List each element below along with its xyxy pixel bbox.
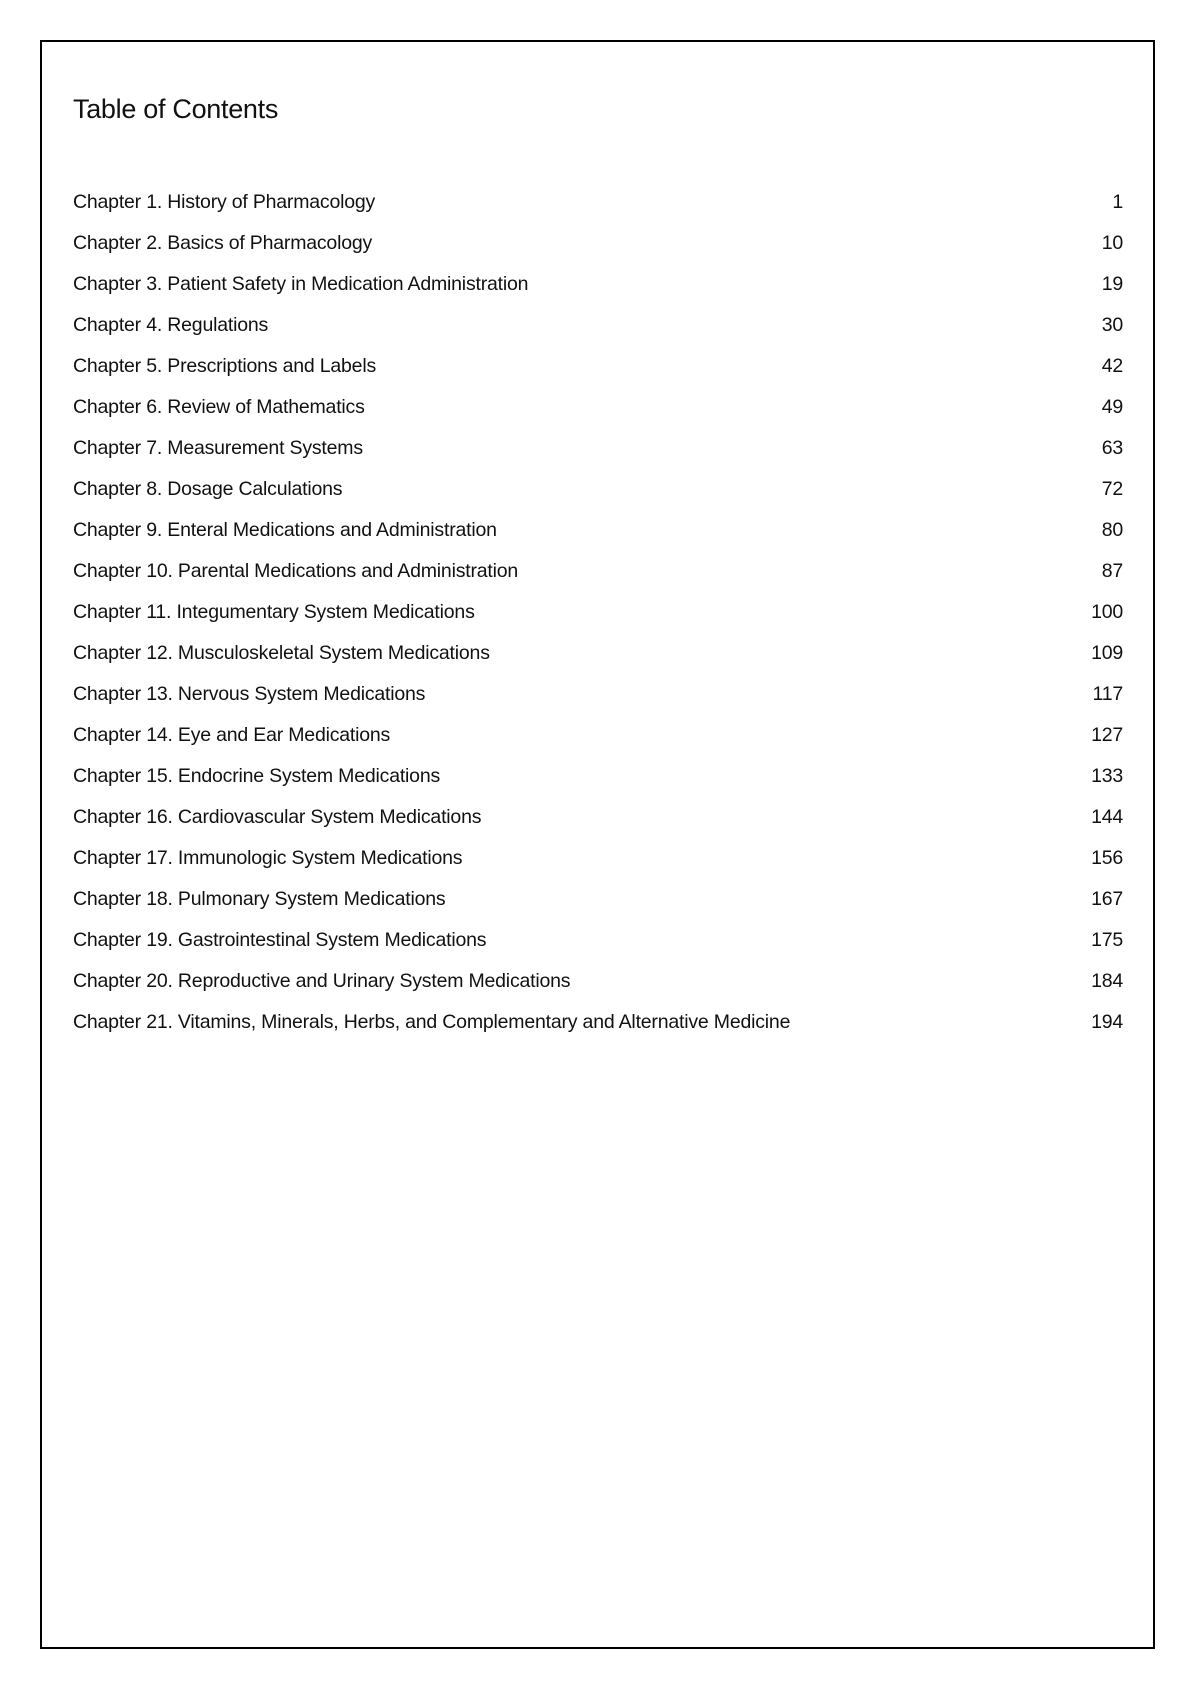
toc-entry-page: 63 [1101,437,1123,459]
toc-entry-chapter-8[interactable] [73,469,1123,510]
page-title: Table of Contents [73,94,279,124]
toc-entry-chapter-15[interactable] [73,756,1123,797]
toc-entry-chapter-18[interactable] [73,879,1123,920]
toc-entry-page: 156 [1091,847,1123,869]
toc-entry-title: Chapter 3. Patient Safety in Medication Administration [73,273,529,295]
toc-entry-title: Chapter 10. Parental Medications and Administration [73,560,519,582]
toc-entry-chapter-6[interactable] [73,387,1123,428]
toc-entry-page: 80 [1101,519,1123,541]
toc-entry-page: 109 [1091,642,1123,664]
toc-entry-title: Chapter 21. Vitamins, Minerals, Herbs, and Complementary and Alternative Medicine [73,1011,791,1033]
toc-entry-page: 167 [1091,888,1123,910]
toc-entry-title: Chapter 12. Musculoskeletal System Medications [73,642,490,664]
toc-entry-title: Chapter 15. Endocrine System Medications [73,765,441,787]
toc-entry-title: Chapter 19. Gastrointestinal System Medications [73,929,487,951]
toc-entry-chapter-20[interactable] [73,961,1123,1002]
toc-entry-page: 175 [1091,929,1123,951]
page-frame [40,40,1155,1649]
toc-entry-page: 49 [1101,396,1123,418]
toc-entry-title: Chapter 7. Measurement Systems [73,437,363,459]
toc-entry-page: 100 [1091,601,1123,623]
toc-entry-page: 87 [1101,560,1123,582]
toc-entry-page: 30 [1101,314,1123,336]
toc-entry-title: Chapter 16. Cardiovascular System Medications [73,806,482,828]
toc-entry-title: Chapter 17. Immunologic System Medications [73,847,463,869]
toc-entry-chapter-1[interactable] [73,182,1123,223]
toc-entry-title: Chapter 6. Review of Mathematics [73,396,365,418]
toc-entry-page: 19 [1101,273,1123,295]
toc-entry-page: 1 [1112,191,1123,213]
toc-entry-chapter-10[interactable] [73,551,1123,592]
toc-entry-title: Chapter 14. Eye and Ear Medications [73,724,391,746]
toc-entry-page: 194 [1091,1011,1123,1033]
toc-entry-title: Chapter 8. Dosage Calculations [73,478,343,500]
toc-entry-page: 184 [1091,970,1123,992]
toc-entry-chapter-11[interactable] [73,592,1123,633]
toc-entry-chapter-7[interactable] [73,428,1123,469]
toc-entry-page: 127 [1091,724,1123,746]
toc-entry-page: 10 [1101,232,1123,254]
toc-entry-chapter-19[interactable] [73,920,1123,961]
toc-entry-title: Chapter 2. Basics of Pharmacology [73,232,373,254]
toc-entry-chapter-4[interactable] [73,305,1123,346]
toc-entry-page: 117 [1092,683,1123,705]
toc-entry-title: Chapter 1. History of Pharmacology [73,191,376,213]
toc-entry-title: Chapter 5. Prescriptions and Labels [73,355,377,377]
toc-entry-title: Chapter 11. Integumentary System Medications [73,601,475,623]
toc-entry-title: Chapter 13. Nervous System Medications [73,683,426,705]
toc-entry-chapter-13[interactable] [73,674,1123,715]
toc-entry-page: 72 [1101,478,1123,500]
toc-entry-title: Chapter 18. Pulmonary System Medications [73,888,446,910]
toc-entry-title: Chapter 20. Reproductive and Urinary System Medications [73,970,571,992]
toc-list [73,182,1123,1043]
toc-entry-chapter-2[interactable] [73,223,1123,264]
toc-entry-page: 133 [1091,765,1123,787]
toc-entry-chapter-12[interactable] [73,633,1123,674]
toc-entry-chapter-3[interactable] [73,264,1123,305]
toc-entry-chapter-17[interactable] [73,838,1123,879]
toc-entry-chapter-21[interactable] [73,1002,1123,1043]
toc-entry-page: 42 [1101,355,1123,377]
toc-entry-title: Chapter 4. Regulations [73,314,269,336]
toc-entry-chapter-16[interactable] [73,797,1123,838]
toc-entry-chapter-14[interactable] [73,715,1123,756]
toc-entry-title: Chapter 9. Enteral Medications and Administration [73,519,497,541]
toc-entry-page: 144 [1091,806,1123,828]
toc-entry-chapter-9[interactable] [73,510,1123,551]
toc-entry-chapter-5[interactable] [73,346,1123,387]
